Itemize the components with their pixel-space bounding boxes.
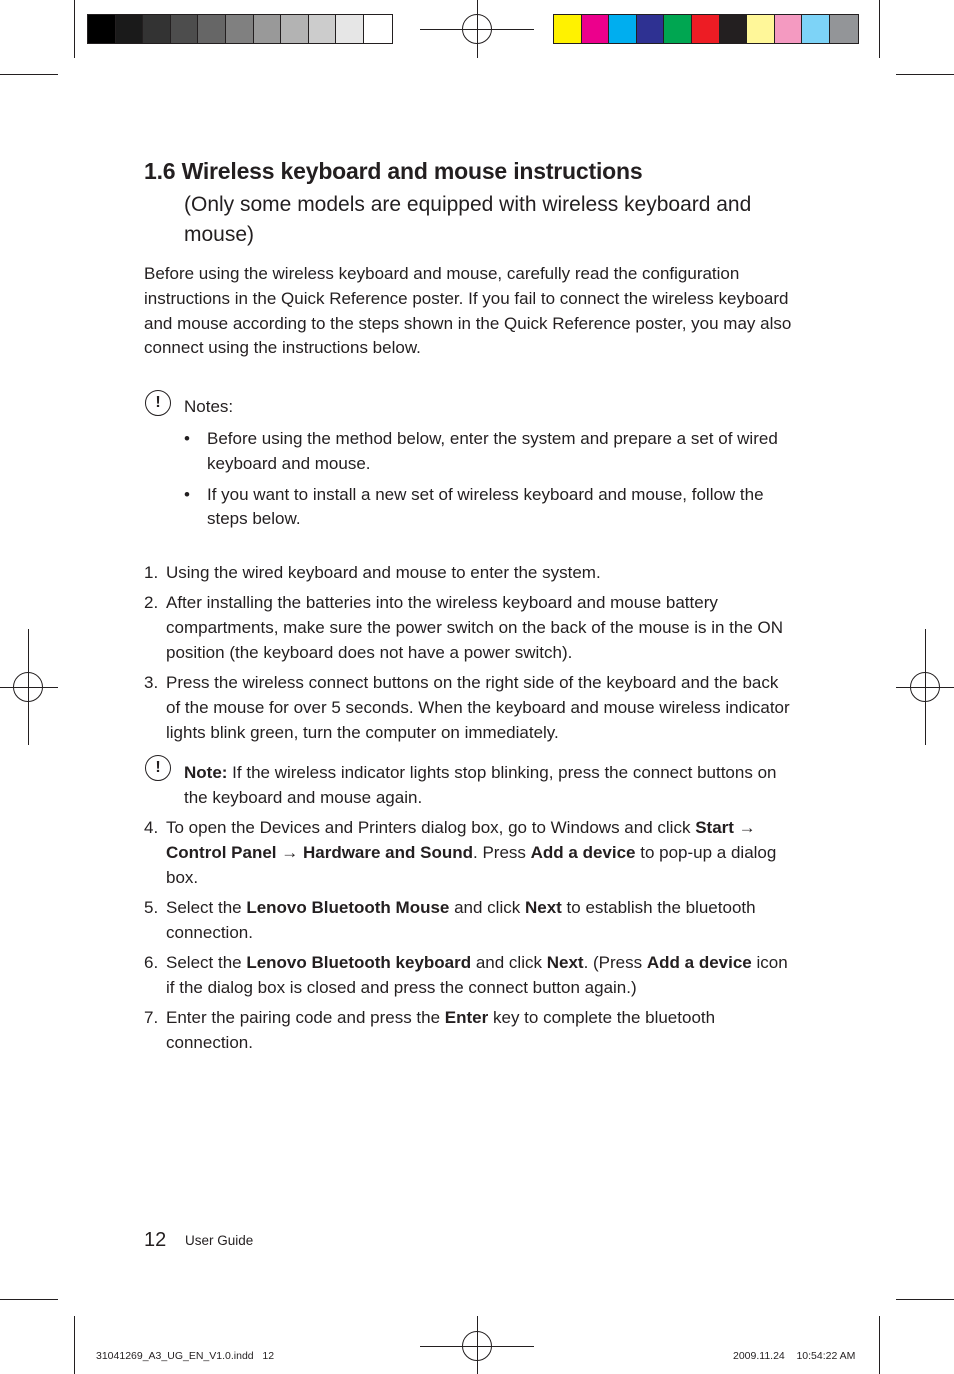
step-text: Select the <box>166 897 247 917</box>
color-swatch <box>364 15 392 43</box>
color-swatch <box>747 15 775 43</box>
crop-mark <box>0 1299 58 1300</box>
color-calibration-bar <box>553 14 859 44</box>
step-text: To open the Devices and Printers dialog box, go to Windows and click <box>166 818 696 837</box>
step-text: . Press <box>473 842 531 862</box>
step-number: 4. <box>144 818 159 837</box>
note-paragraph <box>184 761 784 811</box>
notes-item: • If you want to install a new set of wireless keyboard and mouse, follow the steps below. <box>184 483 784 533</box>
color-swatch <box>582 15 610 43</box>
section-title: 1.6 Wireless keyboard and mouse instructions <box>144 158 643 184</box>
section-subtitle: (Only some models are equipped with wireless keyboard and mouse) <box>184 193 752 246</box>
crop-mark <box>74 0 75 58</box>
registration-circle <box>910 672 940 702</box>
steps-list-b <box>144 816 796 1061</box>
exclamation-circle-icon: ! <box>145 755 171 781</box>
step-text: to establish the bluetooth connection. <box>166 897 756 942</box>
color-swatch <box>309 15 337 43</box>
ui-term: Lenovo Bluetooth keyboard <box>246 952 472 972</box>
step-text: icon if the dialog box is closed and press the connect button again.) <box>166 952 788 997</box>
color-swatch <box>830 15 858 43</box>
color-swatch <box>116 15 144 43</box>
registration-circle <box>13 672 43 702</box>
color-swatch <box>281 15 309 43</box>
step-number: 3. <box>144 673 159 693</box>
notes-item: • Before using the method below, enter the system and prepare a set of wired keyboard and mouse. <box>184 427 784 477</box>
color-swatch <box>554 15 582 43</box>
grayscale-calibration-bar <box>87 14 393 44</box>
slug-date-info: 2009.11.24 10:54:22 AM <box>733 1350 856 1362</box>
step-number: 5. <box>144 897 159 917</box>
list-item <box>144 896 796 946</box>
ui-term: Enter <box>444 1008 489 1028</box>
ui-term: Next <box>546 952 584 972</box>
color-swatch <box>720 15 748 43</box>
list-item <box>144 561 796 586</box>
registration-circle <box>462 14 492 44</box>
color-swatch <box>171 15 199 43</box>
color-swatch <box>637 15 665 43</box>
step-text: Select the <box>166 952 247 972</box>
step-text: → <box>733 818 756 837</box>
step-text: to pop-up a dialog box. <box>166 842 777 887</box>
color-swatch <box>692 15 720 43</box>
step-number: 2. <box>144 593 159 613</box>
step-text: and click <box>449 897 525 917</box>
color-swatch <box>254 15 282 43</box>
crop-mark <box>896 74 954 75</box>
step-number: 1. <box>144 563 159 582</box>
color-swatch <box>88 15 116 43</box>
list-item <box>144 1006 796 1056</box>
intro-paragraph: Before using the wireless keyboard and mouse, carefully read the configuration instructions in the Quick Reference poster. If you fail to connect the wireless keyboard and mouse according to the steps shown in the Quick Reference poster, you may also connect using the instructions below. <box>144 264 792 358</box>
list-item <box>144 671 796 745</box>
notes-title: Notes: <box>184 397 234 416</box>
exclamation-circle-icon: ! <box>145 390 171 416</box>
ui-term: Lenovo Bluetooth Mouse <box>246 897 450 917</box>
steps-list-a <box>144 561 796 751</box>
page-label: User Guide <box>185 1233 254 1248</box>
notes-list <box>184 427 784 538</box>
step-text: and click <box>471 952 547 972</box>
step-number: 6. <box>144 952 159 972</box>
page-number: 12 <box>144 1229 167 1251</box>
color-swatch <box>609 15 637 43</box>
registration-circle <box>462 1331 492 1361</box>
color-swatch <box>664 15 692 43</box>
ui-term: Control Panel <box>166 842 277 862</box>
step-text: . (Press <box>583 952 647 972</box>
ui-term: Add a device <box>646 952 752 972</box>
list-item <box>144 816 796 890</box>
step-text: key to complete the bluetooth connection. <box>166 1008 716 1052</box>
color-swatch <box>336 15 364 43</box>
step-text: Press the wireless connect buttons on the right side of the keyboard and the back of the mouse for over 5 seconds. When the keyboard and mouse wireless indicator lights blink green, turn the computer on immediately. <box>166 673 790 742</box>
crop-mark <box>0 74 58 75</box>
step-text: After installing the batteries into the wireless keyboard and mouse battery compartments, make sure the power switch on the back of the mouse is in the ON position (the keyboard does not have a power switch). <box>166 593 784 662</box>
color-swatch <box>198 15 226 43</box>
list-item <box>144 951 796 1001</box>
crop-mark <box>879 1316 880 1374</box>
step-number: 7. <box>144 1008 159 1028</box>
list-item <box>144 591 796 665</box>
slug-file-info: 31041269_A3_UG_EN_V1.0.indd 12 <box>96 1350 275 1362</box>
ui-term: Start <box>695 818 734 837</box>
color-swatch <box>143 15 171 43</box>
crop-mark <box>896 1299 954 1300</box>
step-text: Using the wired keyboard and mouse to enter the system. <box>166 563 601 582</box>
step-text: Enter the pairing code and press the <box>166 1008 445 1028</box>
step-text: → <box>276 842 303 862</box>
note-text: If the wireless indicator lights stop blinking, press the connect buttons on the keyboard and mouse again. <box>184 763 777 807</box>
color-swatch <box>226 15 254 43</box>
color-swatch <box>775 15 803 43</box>
ui-term: Hardware and Sound <box>302 842 473 862</box>
note-label: Note: <box>184 763 228 782</box>
color-swatch <box>802 15 830 43</box>
ui-term: Next <box>524 897 562 917</box>
crop-mark <box>879 0 880 58</box>
ui-term: Add a device <box>530 842 636 862</box>
crop-mark <box>74 1316 75 1374</box>
